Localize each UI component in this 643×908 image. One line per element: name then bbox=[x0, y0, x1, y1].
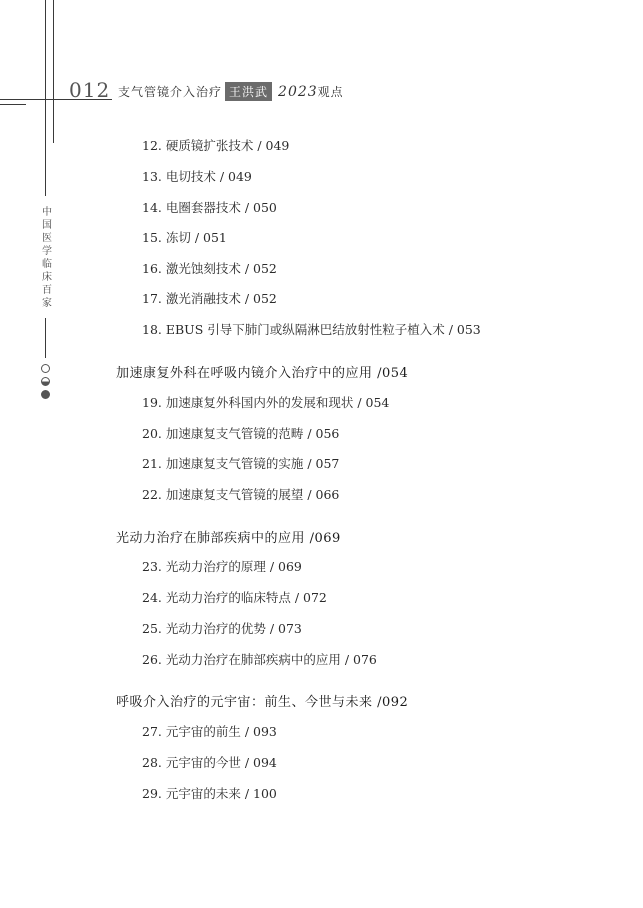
toc-entry: 20. 加速康复支气管镜的范畴 / 056 bbox=[142, 426, 340, 441]
toc-entry: 18. EBUS 引导下肺门或纵隔淋巴结放射性粒子植入术 / 053 bbox=[142, 322, 481, 337]
side-label: 中国医学临床百家 bbox=[42, 207, 52, 309]
toc-entry: 29. 元宇宙的未来 / 100 bbox=[142, 786, 277, 801]
header-rule-short bbox=[0, 104, 26, 105]
toc-entry: 22. 加速康复支气管镜的展望 / 066 bbox=[142, 487, 340, 502]
toc-entry: 24. 光动力治疗的临床特点 / 072 bbox=[142, 590, 327, 605]
toc-entry: 23. 光动力治疗的原理 / 069 bbox=[142, 559, 302, 574]
toc-entry: 16. 激光蚀刻技术 / 052 bbox=[142, 261, 277, 276]
decorative-vertical-line bbox=[45, 318, 46, 358]
page-number: 012 bbox=[69, 78, 111, 102]
header-year: 2023 bbox=[278, 83, 318, 100]
circle-half-icon bbox=[41, 377, 50, 386]
header-title-prefix: 支气管镜介入治疗 bbox=[118, 85, 223, 99]
toc-section-heading: 光动力治疗在肺部疾病中的应用 /069 bbox=[116, 531, 341, 546]
toc-entry: 14. 电圈套器技术 / 050 bbox=[142, 200, 277, 215]
header-title-suffix: 观点 bbox=[317, 85, 344, 99]
toc-entry: 25. 光动力治疗的优势 / 073 bbox=[142, 621, 302, 636]
toc-entry: 21. 加速康复支气管镜的实施 / 057 bbox=[142, 456, 340, 471]
circle-empty-icon bbox=[41, 364, 50, 373]
decorative-vertical-line bbox=[45, 0, 46, 196]
toc-entry: 28. 元宇宙的今世 / 094 bbox=[142, 755, 277, 770]
toc-entry: 17. 激光消融技术 / 052 bbox=[142, 291, 277, 306]
header-author: 王洪武 bbox=[225, 82, 272, 101]
running-header bbox=[118, 82, 344, 101]
toc-entry: 26. 光动力治疗在肺部疾病中的应用 / 076 bbox=[142, 652, 377, 667]
toc-section-heading: 呼吸介入治疗的元宇宙：前生、今世与未来 /092 bbox=[116, 695, 409, 710]
toc-entry: 19. 加速康复外科国内外的发展和现状 / 054 bbox=[142, 395, 390, 410]
decorative-vertical-line bbox=[53, 0, 54, 143]
toc-entry: 27. 元宇宙的前生 / 093 bbox=[142, 724, 277, 739]
toc-entry: 15. 冻切 / 051 bbox=[142, 230, 227, 245]
toc-entry: 13. 电切技术 / 049 bbox=[142, 169, 252, 184]
toc-entry: 12. 硬质镜扩张技术 / 049 bbox=[142, 138, 290, 153]
circle-filled-icon bbox=[41, 390, 50, 399]
toc-section-heading: 加速康复外科在呼吸内镜介入治疗中的应用 /054 bbox=[116, 366, 409, 381]
